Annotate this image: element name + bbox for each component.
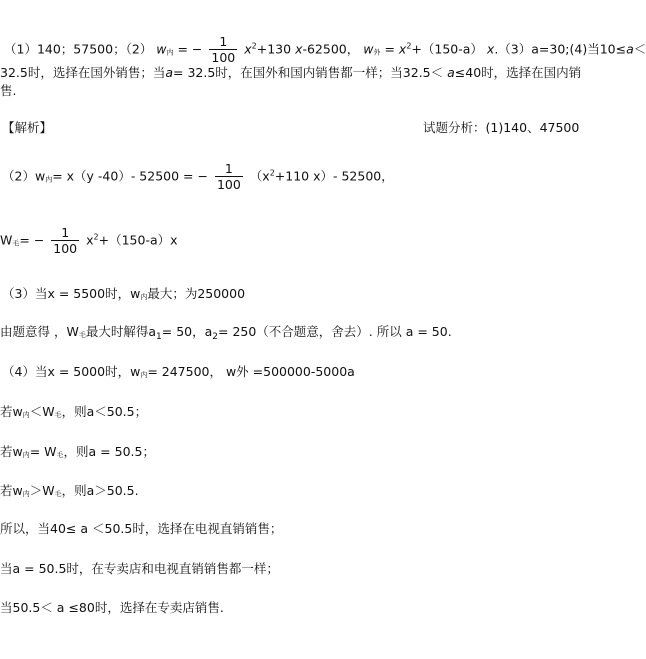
comparison-line-2: 若w内= W毛，则a = 50.5； — [0, 444, 155, 459]
step-2-line: （2）w内= x（y -40）- 52500 = − $\frac{1}{100}$ （$x^2+110$ x）- 52500， — [2, 161, 394, 192]
comparison-line-3: 若w内＞W毛，则a＞50.5. — [0, 483, 139, 498]
conclusion-line-1: 所以，当40≤ a ＜50.5时，选择在电视直销销售； — [0, 521, 283, 536]
fraction-1-over-100: $\frac{1}{100}$ — [211, 34, 236, 65]
analysis-summary: 试题分析：(1)140、47500 — [423, 120, 580, 135]
w-nei-symbol: w — [156, 41, 167, 57]
step-4-line: （4）当x = 5000时，w内= 247500， w外 =500000-5000a — [2, 364, 355, 379]
analysis-heading: 【解析】 — [2, 120, 53, 135]
equals-minus: = − — [177, 41, 203, 57]
conclusion-line-2: 当a = 50.5时，在专卖店和电视直销销售都一样； — [0, 561, 279, 576]
fraction-1-over-100: $\frac{1}{100}$ — [53, 225, 78, 256]
comparison-line-1: 若w内＜W毛，则a＜50.5； — [0, 404, 148, 419]
step-3-line: （3）当x = 5500时，w内最大；为250000 — [2, 286, 246, 301]
step-2b-line: W毛= − $\frac{1}{100}$ $x^2+(150-a)x$ — [0, 225, 178, 256]
w-nei-subscript: 内 — [166, 48, 174, 57]
answer-part-1: （1）140；57500；（2） — [4, 41, 153, 57]
conclusion-line-3: 当50.5＜ a ≤80时，选择在专卖店销售. — [0, 600, 224, 615]
fraction-1-over-100: $\frac{1}{100}$ — [216, 161, 241, 192]
answer-line-2: 32.5时，选择在国外销售；当a= 32.5时，在国外和国内销售都一样；当32.5＜ a≤40时，选择在国内销 — [0, 65, 582, 80]
step-3b-line: 由题意得 ，W毛最大时解得$a_1= 50$，$a_2= 250$（不合题意，舍去）. 所以 a = 50. — [0, 324, 452, 342]
answer-line-1: （1）140；57500；（2） w内 = − $\frac{1}{100}$ $x^2+130$ x-62500， w外 = $x^2+(150-a)$ x.（3）a=30;(4)当10≤a＜ — [4, 34, 646, 65]
w-wai-symbol: w — [363, 41, 374, 57]
answer-line-3: 售. — [0, 83, 17, 98]
